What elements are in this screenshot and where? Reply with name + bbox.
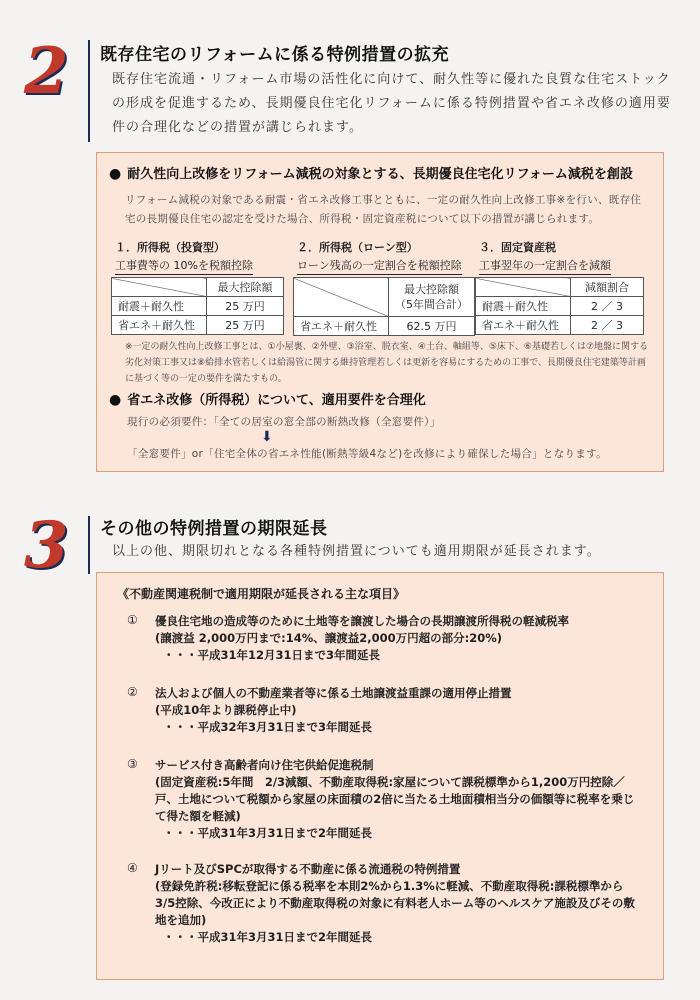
table-3-caption: ３．固定資産税 工事翌年の一定割合を減額	[479, 239, 611, 275]
current-requirement: 現行の必須要件：「全ての居室の窓全部の断熱改修（全窓要件）」	[127, 416, 441, 428]
section-2-intro: 既存住宅流通・リフォーム市場の活性化に向けて、耐久性等に優れた良質な住宅ストックの形成を促進するため、長期優良住宅化リフォームに係る特例措置や省エネ改修の適用要件の合理化などの措置が講じられます。	[112, 72, 671, 135]
table-row: 減額割合	[476, 278, 644, 297]
table-1-caption: １．所得税（投資型） 工事費等の 10%を税額控除	[115, 239, 253, 275]
section-2-box	[96, 152, 664, 472]
section-3-title: その他の特例措置の期限延長	[100, 519, 328, 539]
table-2	[293, 277, 475, 336]
section-3-intro: 以上の他、期限切れとなる各種特例措置についても適用期限が延長されます。	[112, 544, 601, 559]
section-number-3: 3	[24, 508, 69, 583]
table-row: 省エネ＋耐久性 62.5 万円	[294, 317, 475, 336]
list-title: 《不動産関連税制で適用期限が延長される主な項目》	[117, 587, 406, 601]
section-2-rule	[88, 40, 90, 142]
bullet-heading-2: ● 省エネ改修（所得税）について、適用要件を合理化	[109, 392, 426, 408]
new-requirement: 「全窓要件」or「住宅全体の省エネ性能(断熱等級4など)を改修により確保した場合」となります。	[127, 448, 607, 460]
section-3-rule	[88, 516, 90, 574]
table-row: 省エネ＋耐久性 25 万円	[112, 316, 284, 335]
bullet-dot-icon: ●	[109, 166, 122, 182]
table-1	[111, 277, 284, 335]
table-2-caption: ２．所得税（ローン型） ローン残高の一定割合を税額控除	[297, 239, 462, 275]
bullet-heading-1: ● 耐久性向上改修をリフォーム減税の対象とする、長期優良住宅化リフォーム減税を創設	[109, 166, 633, 182]
table-3	[475, 277, 644, 335]
table-row: 最大控除額	[112, 278, 284, 297]
table-row: 耐震＋耐久性 25 万円	[112, 297, 284, 316]
table-row: 最大控除額 （5年間合計）	[294, 278, 475, 317]
footnote: ※一定の耐久性向上改修工事とは、①小屋裏、②外壁、③浴室、脱衣室、④土台、軸組等、⑤床下、⑥基礎若しくは⑦地盤に関する劣化対策工事又は⑧給排水管若しくは給湯管に関する維持管理若しくは更新を容易にするための工事で、長期優良住宅建築等計画に基づく等の一定の要件を満たすもの。	[125, 342, 649, 384]
table-row: 省エネ＋耐久性 2 ／ 3	[476, 316, 644, 335]
down-arrow-icon: ⬇	[261, 429, 273, 445]
bullet-dot-icon: ●	[109, 392, 122, 408]
section-2-title: 既存住宅のリフォームに係る特例措置の拡充	[100, 45, 450, 65]
section-number-2: 2	[24, 34, 69, 109]
table-row: 耐震＋耐久性 2 ／ 3	[476, 297, 644, 316]
bullet-1-description: リフォーム減税の対象である耐震・省エネ改修工事とともに、一定の耐久性向上改修工事※を行い、既存住宅の長期優良住宅の認定を受けた場合、所得税・固定資産税について以下の措置が講じられます。	[125, 194, 642, 225]
